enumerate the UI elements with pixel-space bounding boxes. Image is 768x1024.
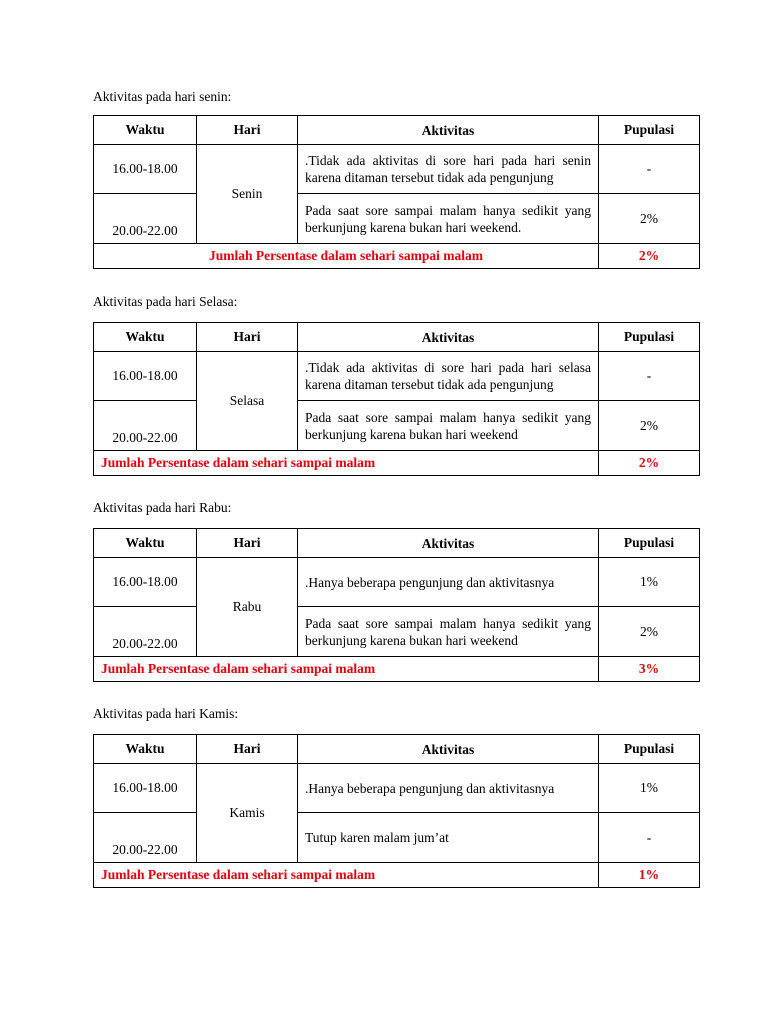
header-hari: Hari [197, 323, 298, 352]
time-cell: 16.00-18.00 [94, 352, 197, 401]
time-cell: 16.00-18.00 [94, 764, 197, 813]
table-row [94, 401, 700, 451]
table-row [94, 145, 700, 194]
total-value: 2% [599, 244, 700, 269]
table-row [94, 813, 700, 863]
header-populasi: Pupulasi [599, 529, 700, 558]
section-caption: Aktivitas pada hari Selasa: [93, 294, 238, 309]
total-row [94, 863, 700, 888]
total-label: Jumlah Persentase dalam sehari sampai malam [94, 451, 599, 476]
table-row [94, 764, 700, 813]
time-cell: 20.00-22.00 [94, 813, 197, 863]
time-cell: 16.00-18.00 [94, 558, 197, 607]
table-row [94, 558, 700, 607]
activity-cell: .Tidak ada aktivitas di sore hari pada hari selasa karena ditaman tersebut tidak ada pengunjung [298, 352, 599, 401]
header-populasi: Pupulasi [599, 323, 700, 352]
day-cell: Selasa [197, 352, 298, 451]
header-hari: Hari [197, 529, 298, 558]
activity-cell: Tutup karen malam jum’at [298, 813, 599, 863]
activity-table [93, 115, 700, 269]
header-row [94, 735, 700, 764]
header-hari: Hari [197, 116, 298, 145]
section-caption: Aktivitas pada hari Rabu: [93, 500, 232, 515]
total-value: 3% [599, 657, 700, 682]
header-row [94, 529, 700, 558]
activity-table [93, 322, 700, 476]
activity-cell: Pada saat sore sampai malam hanya sedikit yang berkunjung karena bukan hari weekend [298, 607, 599, 657]
total-row [94, 657, 700, 682]
population-cell: 1% [599, 558, 700, 607]
header-row [94, 116, 700, 145]
activity-cell: Pada saat sore sampai malam hanya sedikit yang berkunjung karena bukan hari weekend. [298, 194, 599, 244]
header-waktu: Waktu [94, 323, 197, 352]
section-caption: Aktivitas pada hari Kamis: [93, 706, 239, 721]
day-cell: Rabu [197, 558, 298, 657]
activity-table [93, 528, 700, 682]
total-row [94, 451, 700, 476]
section-senin [93, 87, 697, 269]
table-row [94, 194, 700, 244]
activity-cell: .Hanya beberapa pengunjung dan aktivitasnya [298, 764, 599, 813]
section-selasa [93, 292, 697, 476]
activity-cell: .Tidak ada aktivitas di sore hari pada hari senin karena ditaman tersebut tidak ada pengunjung [298, 145, 599, 194]
total-row [94, 244, 700, 269]
population-cell: - [599, 813, 700, 863]
population-cell: 1% [599, 764, 700, 813]
total-label: Jumlah Persentase dalam sehari sampai malam [94, 244, 599, 269]
section-rabu [93, 498, 697, 682]
time-cell: 16.00-18.00 [94, 145, 197, 194]
activity-cell: .Hanya beberapa pengunjung dan aktivitasnya [298, 558, 599, 607]
header-aktivitas: Aktivitas [298, 323, 599, 352]
time-cell: 20.00-22.00 [94, 194, 197, 244]
population-cell: - [599, 145, 700, 194]
total-value: 1% [599, 863, 700, 888]
total-label: Jumlah Persentase dalam sehari sampai malam [94, 657, 599, 682]
day-cell: Senin [197, 145, 298, 244]
population-cell: 2% [599, 194, 700, 244]
population-cell: - [599, 352, 700, 401]
header-row [94, 323, 700, 352]
header-waktu: Waktu [94, 116, 197, 145]
population-cell: 2% [599, 401, 700, 451]
header-populasi: Pupulasi [599, 116, 700, 145]
total-value: 2% [599, 451, 700, 476]
time-cell: 20.00-22.00 [94, 401, 197, 451]
table-row [94, 607, 700, 657]
header-aktivitas: Aktivitas [298, 529, 599, 558]
header-aktivitas: Aktivitas [298, 116, 599, 145]
header-populasi: Pupulasi [599, 735, 700, 764]
time-cell: 20.00-22.00 [94, 607, 197, 657]
section-kamis [93, 704, 697, 888]
total-label: Jumlah Persentase dalam sehari sampai malam [94, 863, 599, 888]
header-waktu: Waktu [94, 735, 197, 764]
section-caption: Aktivitas pada hari senin: [93, 89, 232, 104]
header-hari: Hari [197, 735, 298, 764]
activity-cell: Pada saat sore sampai malam hanya sedikit yang berkunjung karena bukan hari weekend [298, 401, 599, 451]
header-waktu: Waktu [94, 529, 197, 558]
activity-table [93, 734, 700, 888]
table-row [94, 352, 700, 401]
population-cell: 2% [599, 607, 700, 657]
header-aktivitas: Aktivitas [298, 735, 599, 764]
day-cell: Kamis [197, 764, 298, 863]
